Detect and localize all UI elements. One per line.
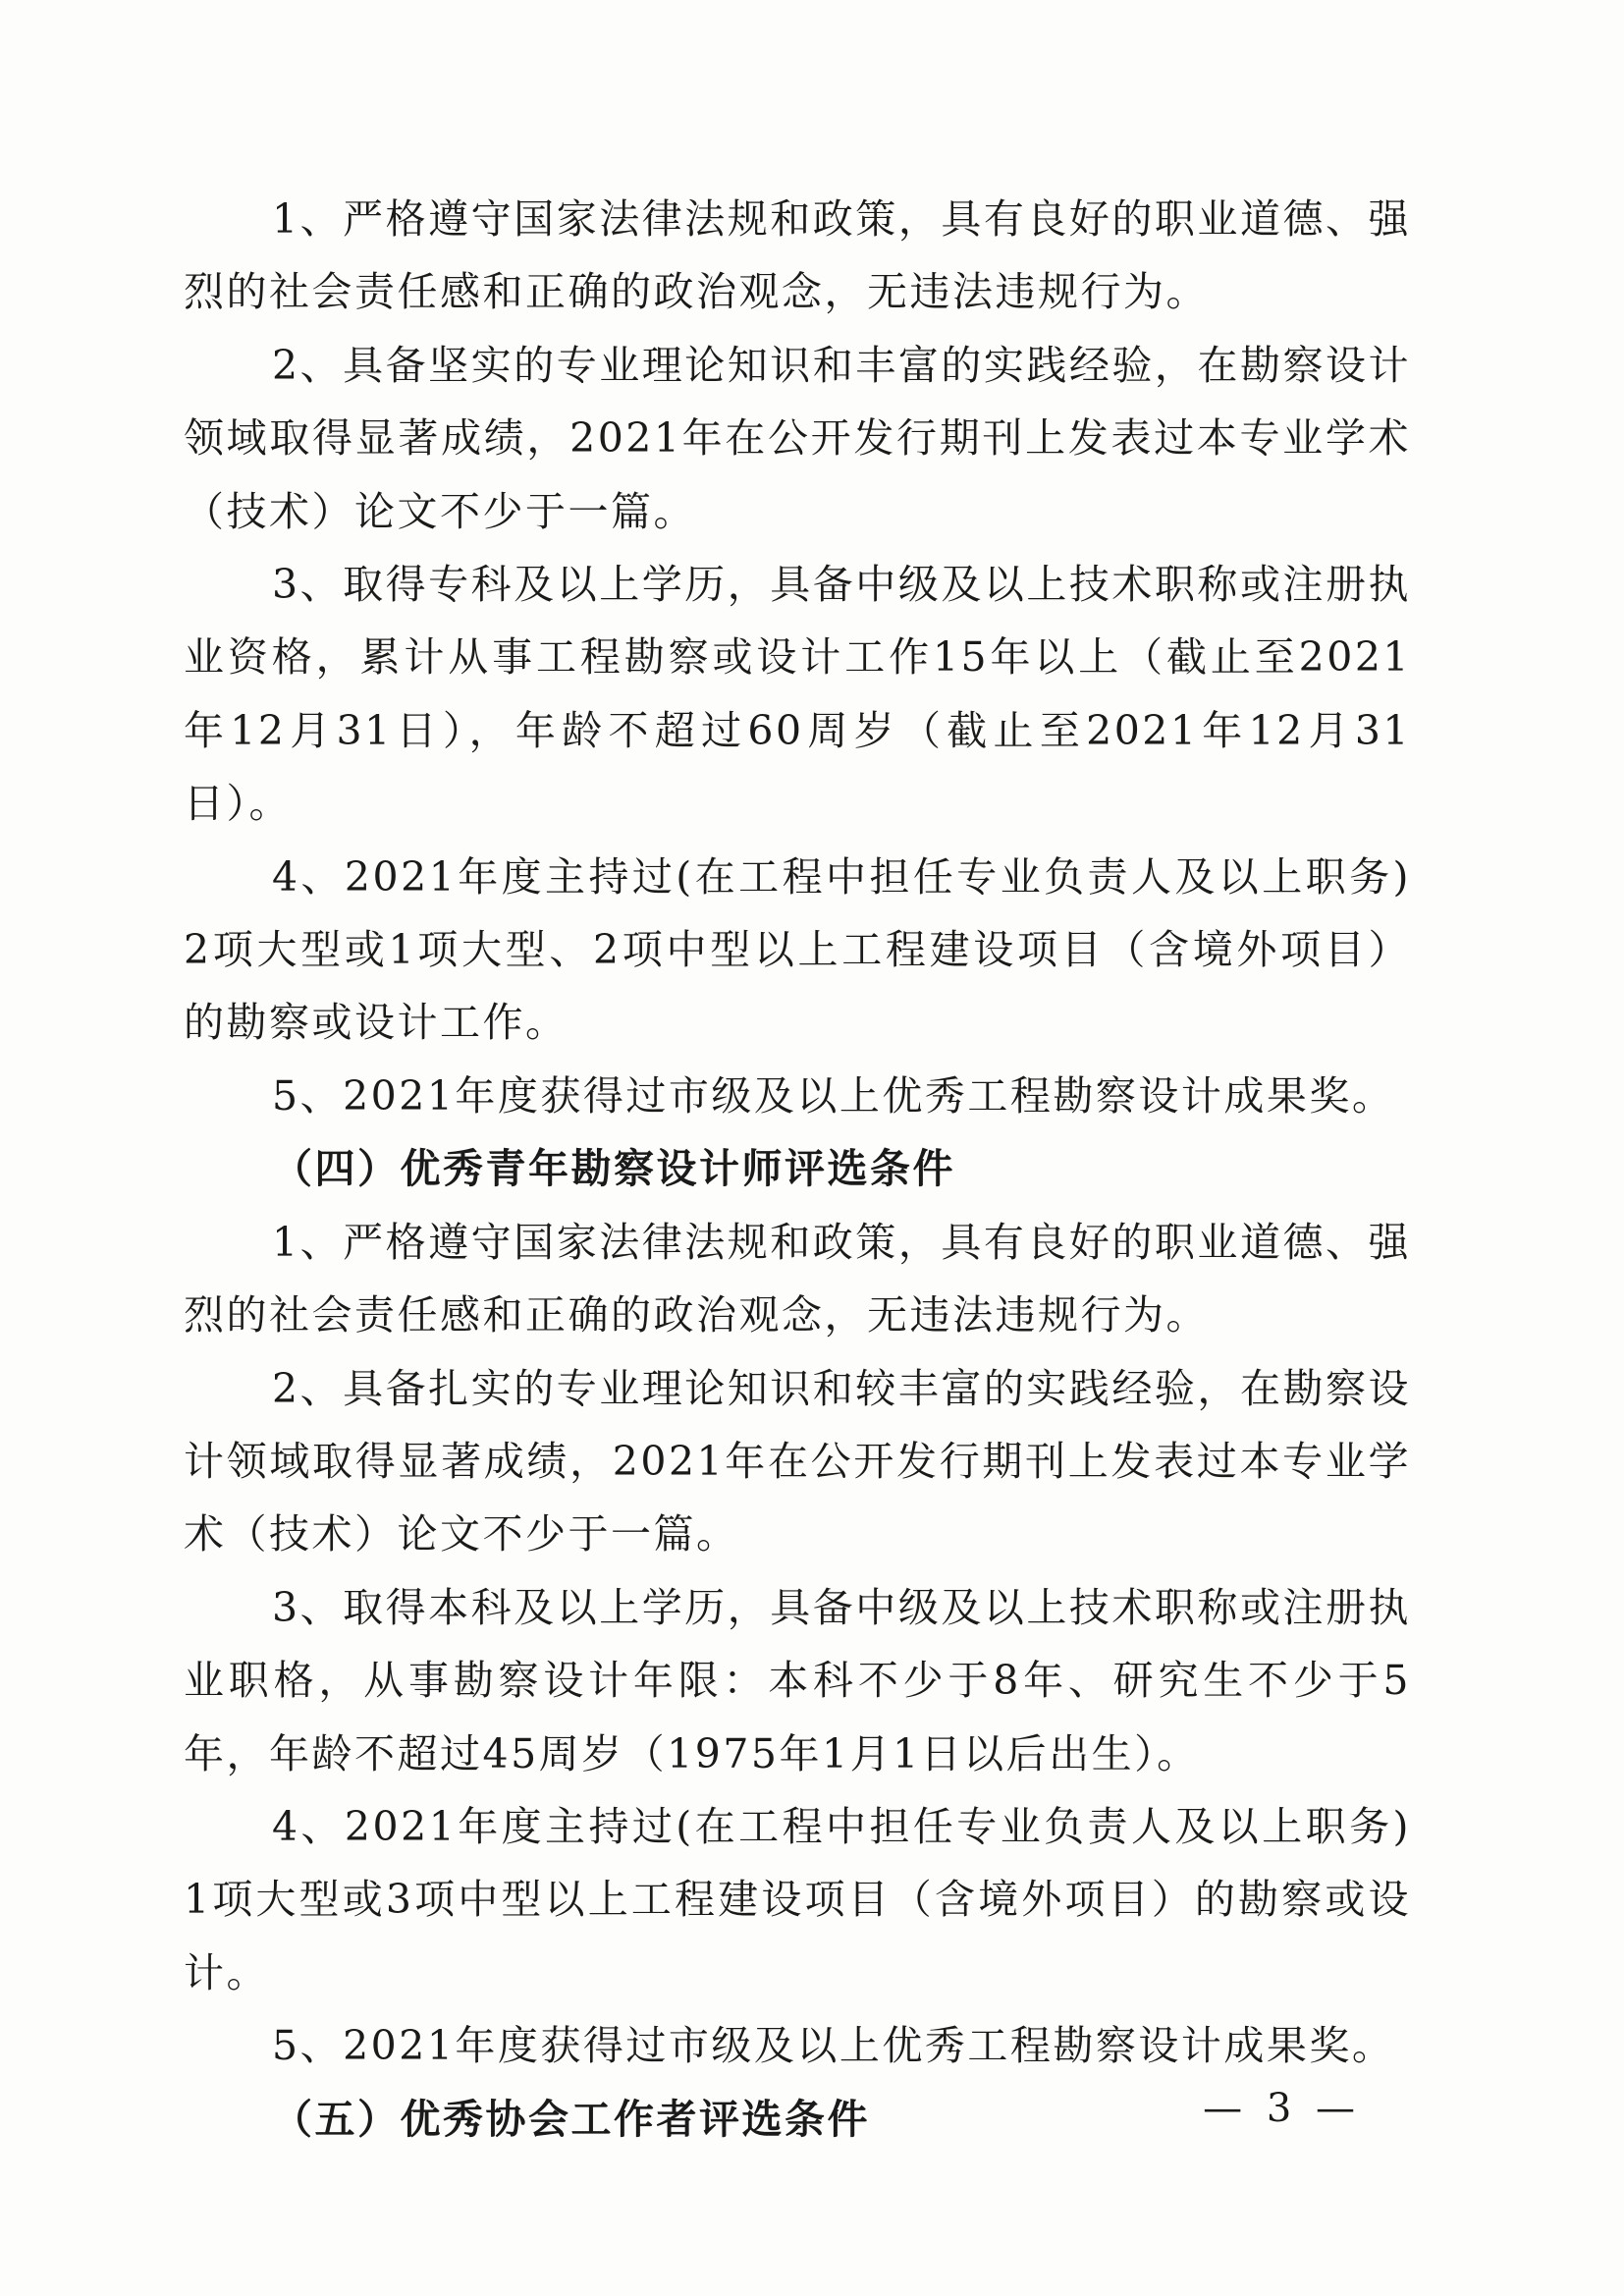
criteria-item-4: 4、2021年度主持过(在工程中担任专业负责人及以上职务)1项大型或3项中型以上工程建设项目（含境外项目）的勘察或设计。 <box>184 1802 1411 1996</box>
criteria-item-1: 1、严格遵守国家法律法规和政策，具有良好的职业道德、强烈的社会责任感和正确的政治观念，无违法违规行为。 <box>184 1218 1411 1339</box>
page-number: — 3 — <box>1203 2086 1361 2131</box>
section-heading-5: （五）优秀协会工作者评选条件 <box>272 2095 870 2143</box>
section-heading-4: （四）优秀青年勘察设计师评选条件 <box>272 1145 955 1193</box>
criteria-item-2: 2、具备扎实的专业理论知识和较丰富的实践经验，在勘察设计领域取得显著成绩，2021年在公开发行期刊上发表过本专业学术（技术）论文不少于一篇。 <box>184 1364 1411 1558</box>
criteria-item-2: 2、具备坚实的专业理论知识和丰富的实践经验，在勘察设计领域取得显著成绩，2021年在公开发行期刊上发表过本专业学术（技术）论文不少于一篇。 <box>184 341 1411 535</box>
criteria-item-5: 5、2021年度获得过市级及以上优秀工程勘察设计成果奖。 <box>272 2022 1395 2070</box>
criteria-item-1: 1、严格遵守国家法律法规和政策，具有良好的职业道德、强烈的社会责任感和正确的政治观念，无违法违规行为。 <box>184 195 1411 316</box>
criteria-item-3: 3、取得专科及以上学历，具备中级及以上技术职称或注册执业资格，累计从事工程勘察或设计工作15年以上（截止至2021年12月31日），年龄不超过60周岁（截止至2021年12月31日）。 <box>184 561 1411 828</box>
document-body <box>184 183 1411 2156</box>
criteria-item-3: 3、取得本科及以上学历，具备中级及以上技术职称或注册执业职格，从事勘察设计年限：本科不少于8年、研究生不少于5年，年龄不超过45周岁（1975年1月1日以后出生）。 <box>184 1583 1411 1777</box>
criteria-item-4: 4、2021年度主持过(在工程中担任专业负责人及以上职务)2项大型或1项大型、2项中型以上工程建设项目（含境外项目）的勘察或设计工作。 <box>184 852 1411 1047</box>
criteria-item-5: 5、2021年度获得过市级及以上优秀工程勘察设计成果奖。 <box>272 1071 1395 1120</box>
